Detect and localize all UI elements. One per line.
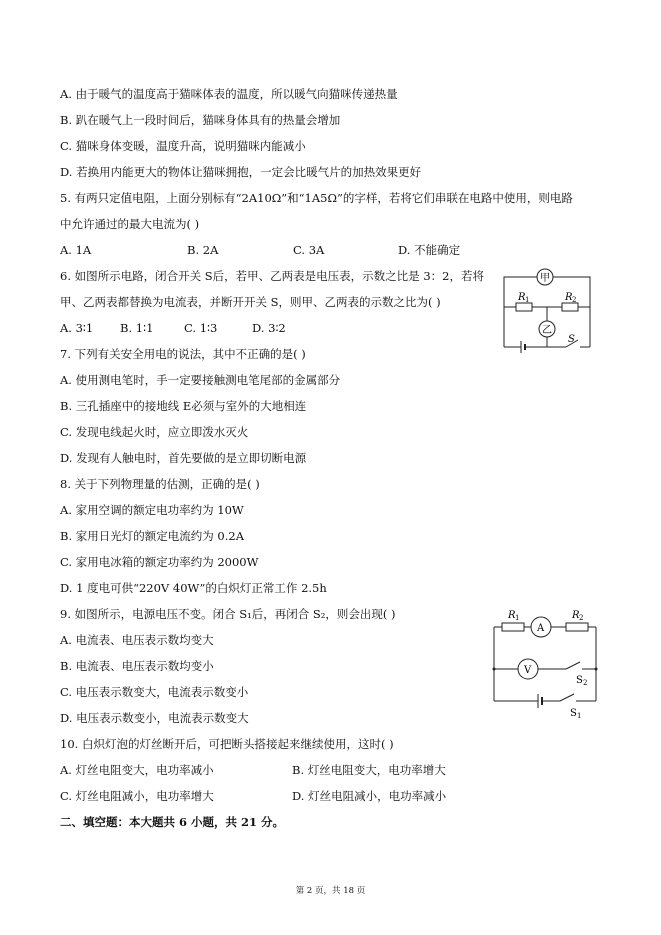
- q10-option-a: A. 灯丝电阻变大，电功率减小: [60, 763, 214, 777]
- meter-yi-label: 乙: [542, 325, 552, 336]
- section-heading-fill-in: 二、填空题：本大题共 6 小题，共 21 分。: [60, 815, 285, 829]
- q9-option-d: D. 电压表示数变小，电流表示数变大: [60, 711, 249, 725]
- s1-subscript: 1: [577, 712, 582, 720]
- r2-subscript: 2: [572, 296, 577, 304]
- q7-option-b: B. 三孔插座中的接地线 E必须与室外的大地相连: [60, 399, 307, 413]
- q8-option-a: A. 家用空调的额定电功率约为 10W: [60, 503, 244, 517]
- q5-stem-line2: 中允许通过的最大电流为( ): [60, 217, 200, 231]
- q4-option-b: B. 趴在暖气上一段时间后，猫咪身体具有的热量会增加: [60, 113, 341, 127]
- q7-stem: 7. 下列有关安全用电的说法，其中不正确的是( ): [60, 347, 306, 361]
- q9-stem: 9. 如图所示，电源电压不变。闭合 S₁后，再闭合 S₂，则会出现( ): [60, 607, 396, 621]
- q10-option-c: C. 灯丝电阻减小，电功率增大: [60, 789, 214, 803]
- voltmeter-label: V: [524, 665, 532, 676]
- circuit-diagram-q9: [486, 605, 604, 723]
- q6-option-a: A. 3∶1: [60, 321, 94, 335]
- q10-option-d: D. 灯丝电阻减小，电功率减小: [292, 789, 447, 803]
- q5-option-c: C. 3A: [293, 243, 325, 257]
- circuit-diagram-q6: [494, 262, 604, 357]
- s1-label: S: [570, 708, 577, 719]
- r1-subscript: 1: [515, 614, 520, 622]
- q10-stem: 10. 白炽灯泡的灯丝断开后，可把断头搭接起来继续使用，这时( ): [60, 737, 394, 751]
- q8-option-d: D. 1 度电可供“220V 40W”的白炽灯正常工作 2.5h: [60, 581, 327, 595]
- q5-option-a: A. 1A: [60, 243, 92, 257]
- ammeter-label: A: [537, 623, 545, 634]
- q7-option-a: A. 使用测电笔时，手一定要接触测电笔尾部的金属部分: [60, 373, 341, 387]
- q5-option-d: D. 不能确定: [398, 243, 461, 257]
- switch-label: S: [568, 334, 575, 345]
- q8-option-b: B. 家用日光灯的额定电流约为 0.2A: [60, 529, 245, 543]
- r1-label: R: [518, 292, 526, 303]
- q9-option-b: B. 电流表、电压表示数均变小: [60, 659, 214, 673]
- q6-option-d: D. 3∶2: [252, 321, 286, 335]
- q10-option-b: B. 灯丝电阻变大，电功率增大: [292, 763, 446, 777]
- q6-stem-line1: 6. 如图所示电路，闭合开关 S后，若甲、乙两表是电压表，示数之比是 3：2，若将: [60, 269, 484, 283]
- r2-label: R: [565, 292, 573, 303]
- q7-option-d: D. 发现有人触电时，首先要做的是立即切断电源: [60, 451, 307, 465]
- q4-option-a: A. 由于暖气的温度高于猫咪体表的温度，所以暖气向猫咪传递热量: [60, 87, 398, 101]
- q5-stem-line1: 5. 有两只定值电阻，上面分别标有“2A10Ω”和“1A5Ω”的字样，若将它们串联在电路中使用，则电路: [60, 191, 573, 205]
- q4-option-c: C. 猫咪身体变暖，温度升高，说明猫咪内能减小: [60, 139, 306, 153]
- q4-option-d: D. 若换用内能更大的物体让猫咪拥抱，一定会比暖气片的加热效果更好: [60, 165, 422, 179]
- q6-option-b: B. 1∶1: [120, 321, 154, 335]
- q5-option-b: B. 2A: [187, 243, 219, 257]
- meter-jia-label: 甲: [540, 273, 550, 284]
- page-footer: 第 2 页，共 18 页: [295, 886, 366, 896]
- r2-label: R: [572, 610, 580, 621]
- r2-subscript: 2: [579, 614, 584, 622]
- q7-option-c: C. 发现电线起火时，应立即泼水灭火: [60, 425, 249, 439]
- r1-label: R: [508, 610, 516, 621]
- q8-option-c: C. 家用电冰箱的额定功率约为 2000W: [60, 555, 259, 569]
- q6-option-c: C. 1∶3: [184, 321, 218, 335]
- q8-stem: 8. 关于下列物理量的估测，正确的是( ): [60, 477, 260, 491]
- q9-option-a: A. 电流表、电压表示数均变大: [60, 633, 214, 647]
- q9-option-c: C. 电压表示数变大，电流表示数变小: [60, 685, 249, 699]
- q6-stem-line2: 甲、乙两表都替换为电流表，并断开开关 S，则甲、乙两表的示数之比为( ): [60, 295, 441, 309]
- s2-subscript: 2: [583, 679, 588, 687]
- r1-subscript: 1: [525, 296, 530, 304]
- s2-label: S: [576, 675, 583, 686]
